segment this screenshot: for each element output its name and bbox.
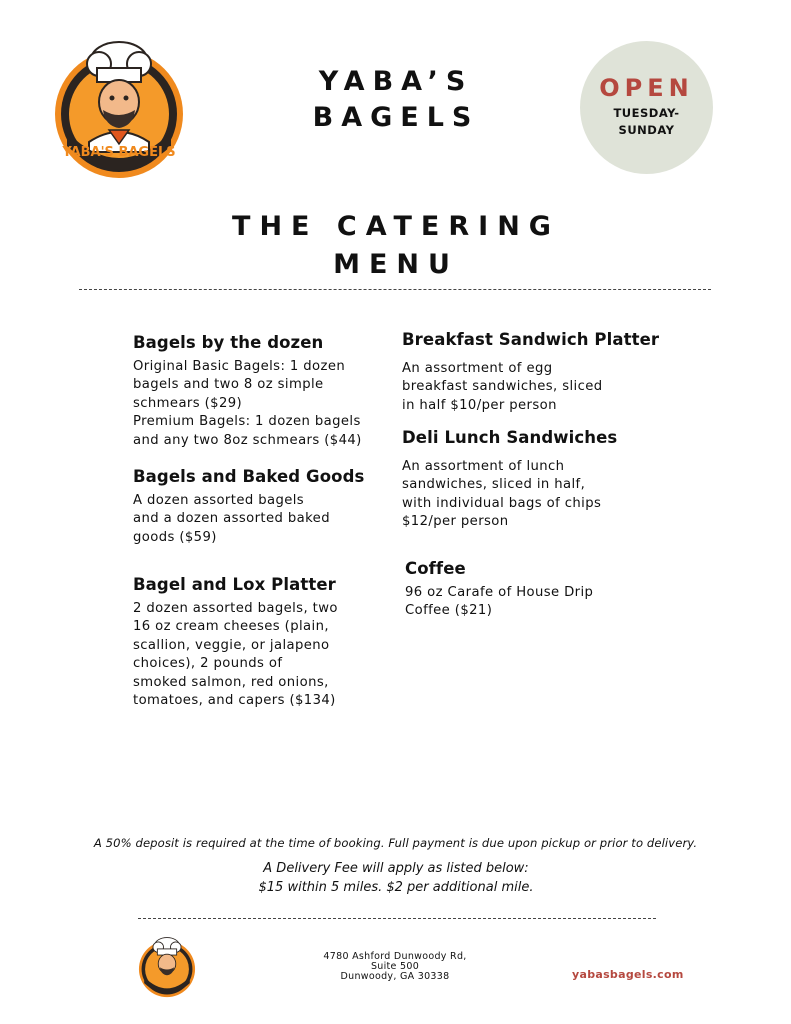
address-line-3: Dunwoody, GA 30338 [340,971,450,982]
menu-item-desc-line: choices), 2 pounds of [133,656,283,672]
menu-item-desc-line: goods ($59) [133,529,217,545]
menu-item-desc-line: Original Basic Bagels: 1 dozen [133,359,346,374]
menu-item-title: Bagels by the dozen [133,333,324,352]
open-badge [580,41,713,174]
menu-item-desc-line: 2 dozen assorted bagels, two [133,601,338,616]
menu-item-title: Bagels and Baked Goods [133,467,365,486]
brand-line-2: BAGELS [312,102,480,133]
deposit-note: A 50% deposit is required at the time of booking. Full payment is due upon pickup or prior to delivery. [93,836,698,850]
menu-item-breakfast-platter [402,329,659,415]
website-link[interactable]: yabasbagels.com [572,968,684,981]
address-line-1: 4780 Ashford Dunwoody Rd, [323,951,467,962]
delivery-note-line-2: $15 within 5 miles. $2 per additional mile. [258,880,534,895]
menu-item-coffee [405,558,593,621]
menu-item-title: Deli Lunch Sandwiches [402,428,618,447]
open-days-line-1: TUESDAY- [613,106,680,120]
page-title-line-1: THE CATERING [232,211,560,242]
menu-item-desc-line: tomatoes, and capers ($134) [133,693,336,709]
menu-item-bagels-baked-goods [133,466,364,547]
menu-item-desc-line: and a dozen assorted baked [133,511,330,527]
menu-item-desc-line: sandwiches, sliced in half, [402,477,586,493]
address [310,952,480,982]
menu-item-bagels-by-dozen [133,332,362,450]
footer-logo [138,934,196,998]
top-divider [79,289,711,290]
menu-item-title: Coffee [405,559,466,578]
address-line-2: Suite 500 [370,961,420,972]
menu-item-bagel-lox-platter [133,574,338,710]
menu-item-deli-lunch [402,427,617,532]
menu-item-desc-line: schmears ($29) [133,395,243,411]
open-days [580,105,713,139]
menu-item-desc-line: scallion, veggie, or jalapeno [133,637,330,653]
menu-item-desc-line: in half $10/per person [402,397,557,413]
open-days-line-2: SUNDAY [618,123,675,137]
menu-item-desc-line: breakfast sandwiches, sliced [402,379,603,395]
menu-item-desc-line: bagels and two 8 oz simple [133,377,324,393]
logo-text: YABA'S BAGELS [62,145,176,160]
menu-item-desc-line: Coffee ($21) [405,603,493,619]
delivery-note [200,859,592,897]
page-title-line-2: MENU [333,249,459,280]
open-label: OPEN [599,74,694,102]
menu-item-desc-line: with individual bags of chips [402,495,602,511]
menu-item-desc-line: An assortment of egg [402,361,553,376]
bottom-divider [138,918,656,919]
menu-item-desc-line: A dozen assorted bagels [133,493,305,508]
menu-item-desc-line: 16 oz cream cheeses (plain, [133,619,329,635]
menu-item-desc-line: and any two 8oz schmears ($44) [133,432,362,448]
menu-item-desc-line: $12/per person [402,514,509,530]
delivery-note-line-1: A Delivery Fee will apply as listed below: [263,861,529,876]
brand-line-1: YABA’S [318,66,474,97]
menu-item-desc-line: 96 oz Carafe of House Drip [405,585,594,600]
brand-logo [53,34,185,180]
brand-title [250,64,542,136]
page-title [150,208,642,284]
menu-item-desc-line: An assortment of lunch [402,459,565,474]
menu-item-desc-line: smoked salmon, red onions, [133,674,329,690]
menu-item-title: Bagel and Lox Platter [133,575,336,594]
menu-item-title: Breakfast Sandwich Platter [402,330,660,349]
menu-item-desc-line: Premium Bagels: 1 dozen bagels [133,414,361,430]
